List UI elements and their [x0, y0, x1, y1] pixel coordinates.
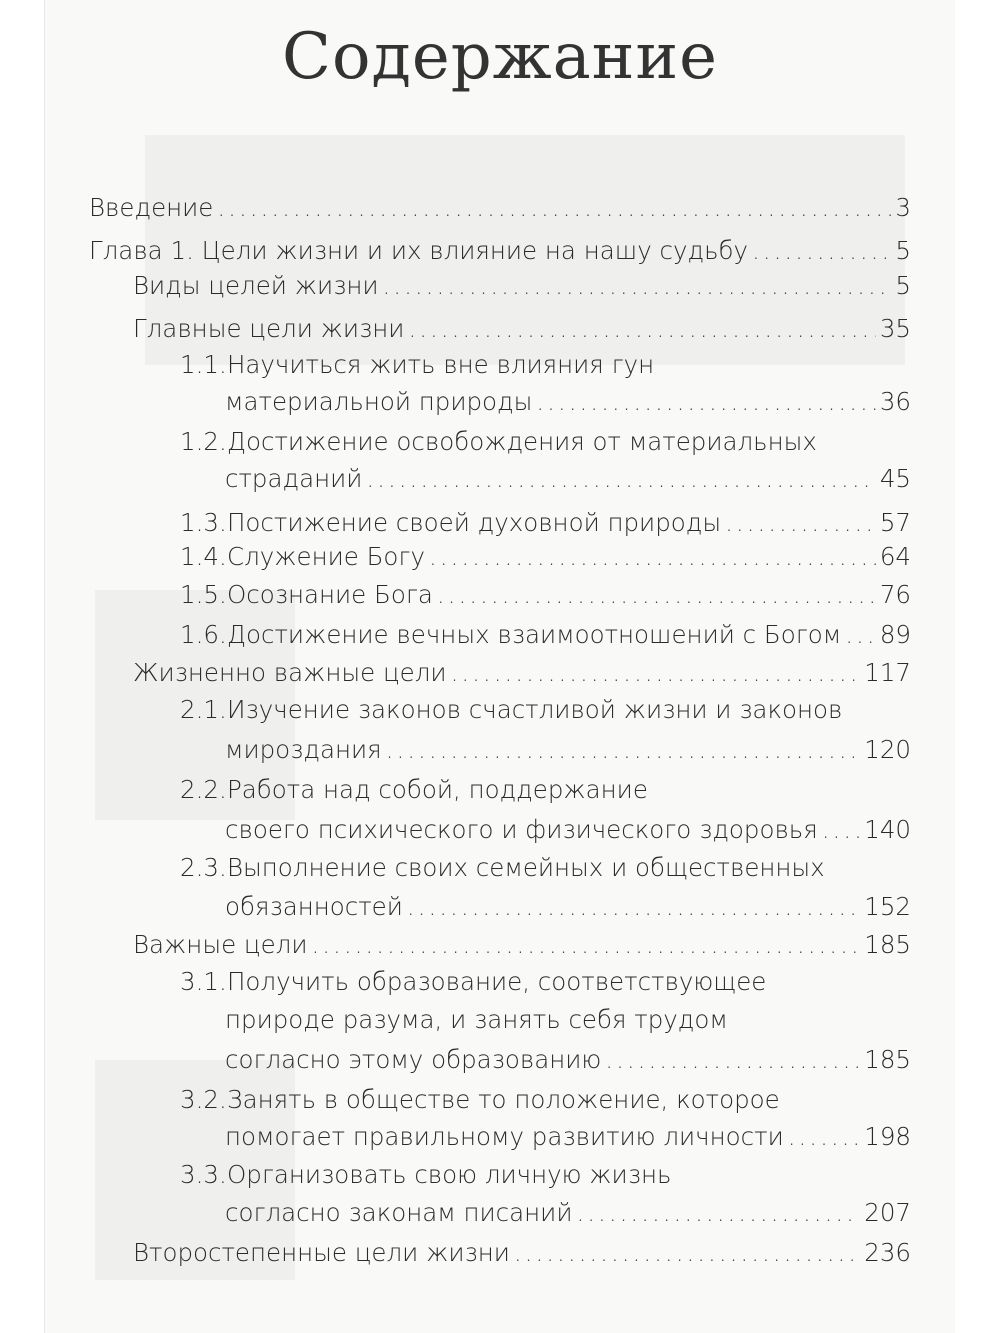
toc-entry [133, 1238, 911, 1268]
toc-entry-number: 1.2. [180, 427, 227, 456]
toc-entry [180, 508, 911, 538]
toc-entry [133, 271, 911, 301]
dot-leader [408, 314, 875, 344]
toc-entry-number: 3.3. [180, 1160, 227, 1189]
toc-entry [133, 658, 911, 688]
toc-page-number: 45 [879, 464, 911, 493]
toc-entry [133, 930, 911, 960]
page-title: Содержание [282, 20, 718, 94]
toc-entry [180, 775, 911, 805]
toc-entry-title: материальной природы [225, 387, 533, 416]
toc-entry [225, 387, 911, 417]
toc-entry-number: 1.5. [180, 580, 227, 609]
dot-leader [536, 387, 875, 417]
toc-entry [180, 580, 911, 610]
toc-entry-title: Достижение освобождения от материальных [227, 427, 817, 456]
toc-entry-title: согласно законам писаний [225, 1198, 573, 1227]
toc-entry [225, 1005, 911, 1035]
toc-page-number: 36 [879, 387, 911, 416]
dot-leader [217, 193, 891, 223]
toc-entry-title: помогает правильному развитию личности [225, 1122, 784, 1151]
toc-entry-number: 2.2. [180, 775, 227, 804]
toc-entry-title: согласно этому образованию [225, 1045, 602, 1074]
toc-entry [225, 1122, 911, 1152]
toc-entry-title: Постижение своей духовной природы [227, 508, 722, 537]
toc-page-number: 89 [879, 620, 911, 649]
toc-entry-title: Организовать свою личную жизнь [227, 1160, 672, 1189]
toc-entry-title: Главные цели жизни [133, 314, 405, 343]
dot-leader [437, 580, 876, 610]
toc-entry [180, 542, 911, 572]
toc-page-number: 185 [864, 930, 911, 959]
toc-entry-title: страданий [225, 464, 363, 493]
toc-entry-title: Глава 1. Цели жизни и их влияние на нашу судьбу [89, 236, 748, 265]
toc-entry [225, 815, 911, 845]
toc-page-number: 140 [864, 815, 911, 844]
toc-entry-title: Виды целей жизни [133, 271, 379, 300]
toc-page-number: 185 [864, 1045, 911, 1074]
toc-entry-title: Занять в обществе то положение, которое [227, 1085, 780, 1114]
dot-leader [514, 1238, 860, 1268]
toc-page-number: 117 [864, 658, 911, 687]
toc-entry [225, 464, 911, 494]
toc-entry-title: Второстепенные цели жизни [133, 1238, 510, 1267]
dot-leader [429, 542, 876, 572]
toc-entry [225, 892, 911, 922]
dot-leader [845, 620, 876, 650]
toc-entry-title: своего психического и физического здоровья [225, 815, 818, 844]
toc-entry [89, 236, 911, 266]
dot-leader [407, 892, 860, 922]
toc-entry [180, 1085, 911, 1115]
toc-entry [225, 1198, 911, 1228]
toc-entry [180, 350, 911, 380]
toc-entry-number: 2.3. [180, 853, 227, 882]
toc-entry-number: 1.1. [180, 350, 227, 379]
dot-leader [788, 1122, 861, 1152]
book-page [44, 0, 955, 1333]
toc-page-number: 64 [879, 542, 911, 571]
toc-entry-title: природе разума, и занять себя трудом [225, 1005, 728, 1034]
toc-entry-title: Важные цели [133, 930, 308, 959]
dot-leader [451, 658, 861, 688]
toc-entry [180, 853, 911, 883]
dot-leader [366, 464, 875, 494]
toc-entry-title: Введение [89, 193, 214, 222]
toc-entry-title: обязанностей [225, 892, 403, 921]
toc-entry-title: мироздания [225, 735, 382, 764]
toc-entry-number: 3.1. [180, 967, 227, 996]
toc-page-number: 207 [864, 1198, 911, 1227]
toc-entry [180, 967, 911, 997]
toc-page-number: 3 [895, 193, 911, 222]
toc-entry [180, 427, 911, 457]
toc-entry-title: Достижение вечных взаимоотношений с Богом [227, 620, 842, 649]
toc-page-number: 76 [879, 580, 911, 609]
toc-entry-title: Осознание Бога [227, 580, 433, 609]
toc-page-number: 236 [864, 1238, 911, 1267]
toc-entry-number: 2.1. [180, 695, 227, 724]
toc-entry-number: 1.6. [180, 620, 227, 649]
toc-page-number: 5 [895, 271, 911, 300]
toc-entry [225, 735, 911, 765]
toc-entry [133, 314, 911, 344]
toc-entry [89, 193, 911, 223]
toc-entry [180, 695, 911, 725]
toc-entry [180, 620, 911, 650]
toc-page-number: 35 [879, 314, 911, 343]
toc-entry-title: Жизненно важные цели [133, 658, 447, 687]
toc-entry-title: Получить образование, соответствующее [227, 967, 767, 996]
dot-leader [752, 236, 891, 266]
dot-leader [311, 930, 860, 960]
toc-page-number: 120 [864, 735, 911, 764]
dot-leader [383, 271, 892, 301]
dot-leader [725, 508, 876, 538]
toc-page-number: 198 [864, 1122, 911, 1151]
toc-page-number: 5 [895, 236, 911, 265]
toc-page-number: 57 [879, 508, 911, 537]
dot-leader [386, 735, 861, 765]
toc-page-number: 152 [864, 892, 911, 921]
dot-leader [576, 1198, 860, 1228]
toc-entry-number: 3.2. [180, 1085, 227, 1114]
toc-entry-title: Изучение законов счастливой жизни и законов [227, 695, 843, 724]
toc-entry [180, 1160, 911, 1190]
toc-entry-title: Выполнение своих семейных и общественных [227, 853, 825, 882]
toc-entry-number: 1.3. [180, 508, 227, 537]
toc-entry-title: Работа над собой, поддержание [227, 775, 648, 804]
toc-entry-number: 1.4. [180, 542, 227, 571]
dot-leader [822, 815, 860, 845]
dot-leader [605, 1045, 860, 1075]
toc-entry-title: Служение Богу [227, 542, 425, 571]
toc-entry [225, 1045, 911, 1075]
toc-entry-title: Научиться жить вне влияния гун [227, 350, 655, 379]
